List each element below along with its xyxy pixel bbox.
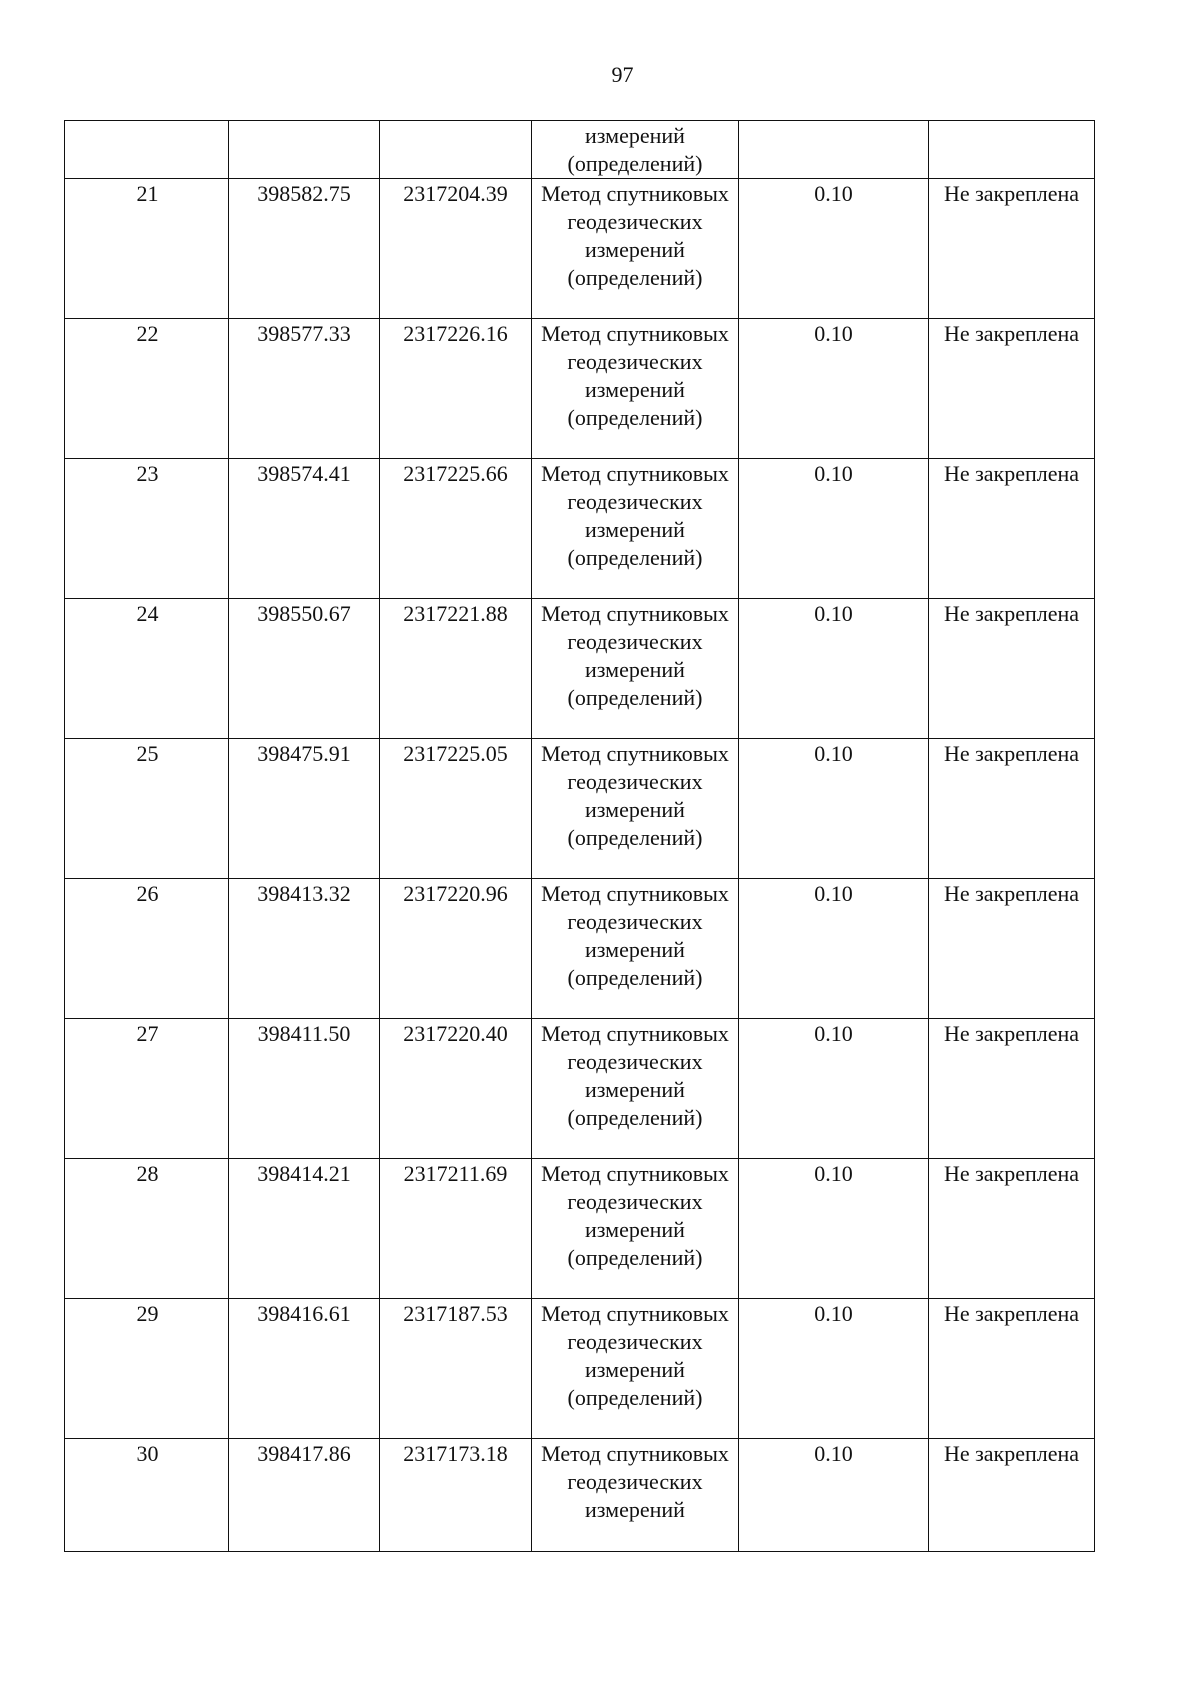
y-cell: 2317220.40: [380, 1019, 532, 1159]
table-row: [65, 879, 1095, 1019]
fixation-cell: Не закреплена: [929, 1019, 1095, 1159]
x-cell: 398413.32: [229, 879, 380, 1019]
x-cell: 398550.67: [229, 599, 380, 739]
point-cell: 30: [65, 1439, 229, 1552]
method-cell: Метод спутниковых геодезических измерений (определений): [532, 1159, 739, 1299]
accuracy-cell: 0.10: [739, 1299, 929, 1439]
coordinates-table: [64, 120, 1095, 1552]
table-row: [65, 319, 1095, 459]
point-cell: 26: [65, 879, 229, 1019]
fixation-cell: Не закреплена: [929, 319, 1095, 459]
y-cell: 2317220.96: [380, 879, 532, 1019]
x-cell: 398411.50: [229, 1019, 380, 1159]
point-cell: 25: [65, 739, 229, 879]
accuracy-cell: 0.10: [739, 459, 929, 599]
fixation-cell: Не закреплена: [929, 1299, 1095, 1439]
y-cell: 2317226.16: [380, 319, 532, 459]
fixation-cell: Не закреплена: [929, 1159, 1095, 1299]
table-row: [65, 1299, 1095, 1439]
y-cell: 2317225.66: [380, 459, 532, 599]
page-number: 97: [611, 62, 634, 87]
accuracy-cell: 0.10: [739, 599, 929, 739]
point-cell: [65, 121, 229, 179]
fixation-cell: Не закреплена: [929, 739, 1095, 879]
method-cell: Метод спутниковых геодезических измерений (определений): [532, 179, 739, 319]
x-cell: 398475.91: [229, 739, 380, 879]
accuracy-cell: 0.10: [739, 879, 929, 1019]
x-cell: 398582.75: [229, 179, 380, 319]
fixation-cell: [929, 121, 1095, 179]
point-cell: 21: [65, 179, 229, 319]
point-cell: 29: [65, 1299, 229, 1439]
x-cell: 398577.33: [229, 319, 380, 459]
method-cell: [532, 121, 739, 179]
fixation-cell: Не закреплена: [929, 599, 1095, 739]
method-cell: Метод спутниковых геодезических измерений (определений): [532, 459, 739, 599]
table-row: [65, 1019, 1095, 1159]
y-cell: 2317211.69: [380, 1159, 532, 1299]
y-cell: 2317225.05: [380, 739, 532, 879]
table-row: [65, 739, 1095, 879]
fixation-cell: Не закреплена: [929, 1439, 1095, 1552]
accuracy-cell: 0.10: [739, 319, 929, 459]
x-cell: 398574.41: [229, 459, 380, 599]
table-row: [65, 179, 1095, 319]
x-cell: [229, 121, 380, 179]
y-cell: 2317187.53: [380, 1299, 532, 1439]
table-row: [65, 599, 1095, 739]
y-cell: 2317173.18: [380, 1439, 532, 1552]
accuracy-cell: 0.10: [739, 1439, 929, 1552]
accuracy-cell: [739, 121, 929, 179]
method-text: измерений (определений): [567, 123, 703, 176]
x-cell: 398417.86: [229, 1439, 380, 1552]
method-cell: Метод спутниковых геодезических измерений (определений): [532, 599, 739, 739]
y-cell: 2317221.88: [380, 599, 532, 739]
fixation-cell: Не закреплена: [929, 459, 1095, 599]
table-row: [65, 1439, 1095, 1552]
method-cell: Метод спутниковых геодезических измерений (определений): [532, 879, 739, 1019]
table-row: [65, 459, 1095, 599]
method-cell: Метод спутниковых геодезических измерений (определений): [532, 319, 739, 459]
accuracy-cell: 0.10: [739, 1019, 929, 1159]
point-cell: 24: [65, 599, 229, 739]
x-cell: 398414.21: [229, 1159, 380, 1299]
point-cell: 23: [65, 459, 229, 599]
point-cell: 22: [65, 319, 229, 459]
continuation-row: [65, 121, 1095, 179]
table-row: [65, 1159, 1095, 1299]
fixation-cell: Не закреплена: [929, 879, 1095, 1019]
x-cell: 398416.61: [229, 1299, 380, 1439]
point-cell: 27: [65, 1019, 229, 1159]
fixation-cell: Не закреплена: [929, 179, 1095, 319]
method-cell: Метод спутниковых геодезических измерений (определений): [532, 739, 739, 879]
accuracy-cell: 0.10: [739, 179, 929, 319]
point-cell: 28: [65, 1159, 229, 1299]
y-cell: [380, 121, 532, 179]
accuracy-cell: 0.10: [739, 739, 929, 879]
accuracy-cell: 0.10: [739, 1159, 929, 1299]
method-cell: Метод спутниковых геодезических измерений: [532, 1439, 739, 1552]
y-cell: 2317204.39: [380, 179, 532, 319]
method-cell: Метод спутниковых геодезических измерений (определений): [532, 1019, 739, 1159]
method-cell: Метод спутниковых геодезических измерений (определений): [532, 1299, 739, 1439]
